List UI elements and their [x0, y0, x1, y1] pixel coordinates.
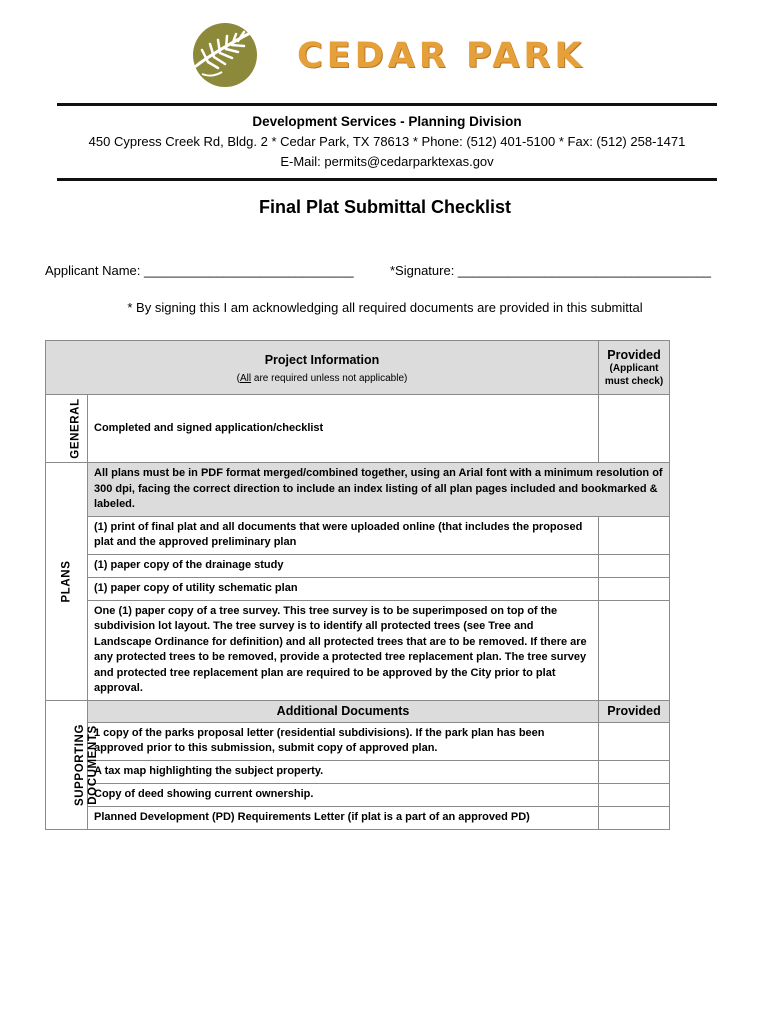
checklist-item: Copy of deed showing current ownership. [88, 783, 599, 806]
checklist-item: Completed and signed application/checklist [88, 395, 599, 463]
checklist-item: (1) paper copy of utility schematic plan [88, 577, 599, 600]
section-label-general: GENERAL [69, 398, 82, 459]
additional-provided-header [599, 700, 670, 722]
table-row [46, 600, 670, 700]
provided-checkbox[interactable] [599, 760, 670, 783]
checklist-item: One (1) paper copy of a tree survey. This tree survey is to be superimposed on top of the subdivision lot layout. The tree survey is to identify all protected trees (see Tree and Landscape Ordinance for definition) and all protected trees that are to be removed. If there are any protected trees to be removed, provide a protected tree replacement plan. The tree survey and protected tree replacement plan are required to be approved by the City prior to plat approval. [88, 600, 599, 700]
table-row [46, 783, 670, 806]
submittal-checklist-table [45, 340, 670, 830]
signature-field[interactable]: *Signature: ___________________________________ [390, 263, 711, 278]
header-top-rule [57, 103, 717, 106]
table-row [46, 760, 670, 783]
cedar-branch-icon [192, 22, 258, 88]
table-header-row [46, 341, 670, 395]
cedar-park-logo [192, 20, 587, 92]
project-info-title: Project Information [264, 353, 380, 367]
provided-checkbox[interactable] [599, 806, 670, 829]
provided-checkbox[interactable] [599, 600, 670, 700]
provided-checkbox[interactable] [599, 395, 670, 463]
checklist-item: 1 copy of the parks proposal letter (residential subdivisions). If the park plan has been approved prior to this submission, submit copy of approved plan. [88, 722, 599, 760]
table-row [46, 722, 670, 760]
section-label-plans: PLANS [60, 560, 73, 603]
provided-checkbox[interactable] [599, 783, 670, 806]
plans-format-note: All plans must be in PDF format merged/combined together, using an Arial font with a minimum resolution of 300 dpi, facing the correct direction to include an index listing of all plan pages included and bookmarked & labeled. [88, 463, 670, 517]
provided-checkbox[interactable] [599, 516, 670, 554]
provided-header [599, 341, 670, 395]
project-info-header [46, 341, 599, 395]
office-address: 450 Cypress Creek Rd, Bldg. 2 * Cedar Park, TX 78613 * Phone: (512) 401-5100 * Fax: (512) 258-1471 [88, 134, 686, 149]
acknowledgement-note: * By signing this I am acknowledging all required documents are provided in this submittal [127, 300, 643, 315]
provided-title: Provided [607, 347, 661, 362]
provided-checkbox[interactable] [599, 722, 670, 760]
division-name: Development Services - Planning Division [252, 114, 522, 129]
table-row [46, 463, 670, 517]
additional-docs-title: Additional Documents [276, 704, 410, 718]
table-row [46, 395, 670, 463]
contact-email: E-Mail: permits@cedarparktexas.gov [280, 154, 494, 169]
applicant-name-field[interactable]: Applicant Name: _____________________________ [45, 263, 354, 278]
header-bottom-rule [57, 178, 717, 181]
logo-wordmark: CEDAR PARK [297, 36, 586, 76]
section-general [46, 395, 88, 463]
section-plans [46, 463, 88, 701]
provided-checkbox[interactable] [599, 577, 670, 600]
table-row [46, 516, 670, 554]
checklist-item: (1) paper copy of the drainage study [88, 554, 599, 577]
section-label-supporting: SUPPORTING DOCUMENTS [74, 723, 100, 806]
provided-checkbox[interactable] [599, 554, 670, 577]
table-row [46, 577, 670, 600]
table-row [46, 554, 670, 577]
provided-subtitle: (Applicant must check) [604, 362, 664, 387]
checklist-item: Planned Development (PD) Requirements Letter (if plat is a part of an approved PD) [88, 806, 599, 829]
project-info-subtitle: (All are required unless not applicable) [236, 373, 408, 384]
checklist-item: (1) print of final plat and all documents that were uploaded online (that includes the proposed plat and the approved preliminary plan [88, 516, 599, 554]
additional-docs-header [88, 700, 599, 722]
checklist-item: A tax map highlighting the subject property. [88, 760, 599, 783]
additional-docs-header-row [46, 700, 670, 722]
table-row [46, 806, 670, 829]
page-title: Final Plat Submittal Checklist [258, 197, 512, 217]
section-supporting-documents [46, 700, 100, 829]
additional-provided-title: Provided [607, 704, 661, 718]
